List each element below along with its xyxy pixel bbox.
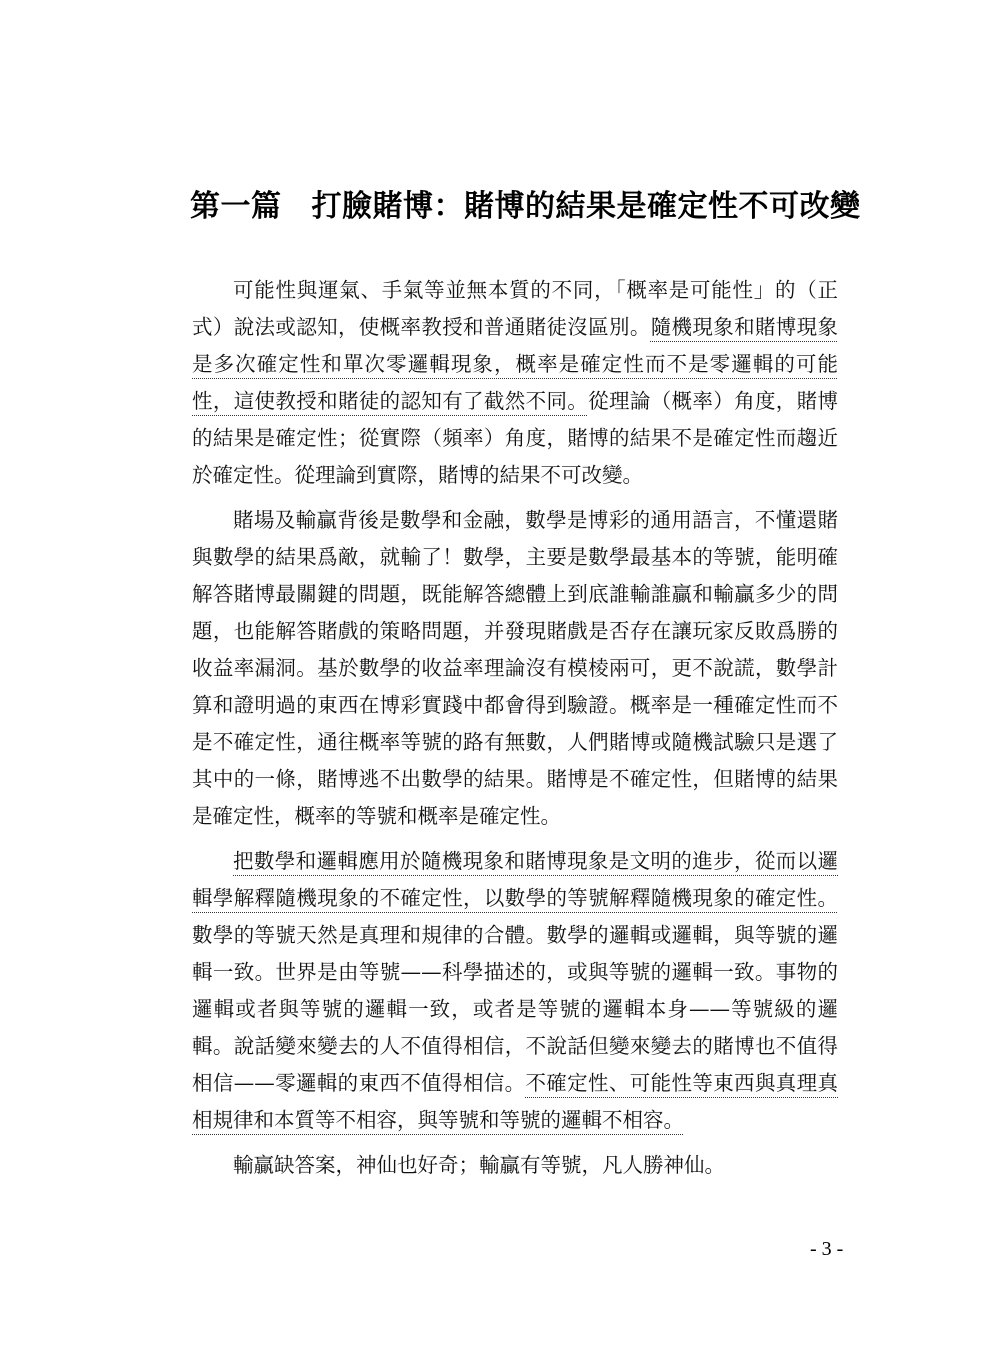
paragraph-1-segment-3: 從理論（概率）角度，賭博的結果是確定性；從實際（頻率）角度，賭博的結果不是確定性而趨近於確定性。從理論到實際，賭博的結果不可改變。 [192,389,839,487]
paragraph-3-highlighted-segment-2: 不確定性、可能性等東西與真理真相規律和本質等不相容，與等號和等號的邏輯不相容。 [192,1071,839,1132]
paragraph-1-highlighted-segment: 隨機現象和賭博現象是多次確定性和單次零邏輯現象，概率是確定性而不是零邏輯的可能性，這使教授和賭徒的認知有了截然不同。 [192,315,839,413]
chapter-title-text: 打臉賭博：賭博的結果是確定性不可改變 [311,189,861,224]
paragraph-4 [192,1147,838,1184]
paragraph-1 [192,272,838,494]
paragraph-3-highlighted-segment-1: 把數學和邏輯應用於隨機現象和賭博現象是文明的進步，從而以邏輯學解釋隨機現象的不確定性，以數學的等號解釋隨機現象的確定性。 [192,849,838,910]
page-number: - 3 - [810,1238,844,1260]
paragraph-3 [192,843,838,1139]
paragraph-2 [192,502,838,835]
chapter-title [190,183,861,231]
paragraph-2-segment-1: 賭場及輸贏背後是數學和金融，數學是博彩的通用語言，不懂還賭與數學的結果爲敵，就輸了！數學，主要是數學最基本的等號，能明確解答賭博最關鍵的問題，既能解答總體上到底誰輸誰贏和輸贏多少的問題，也能解答賭戲的策略問題，并發現賭戲是否存在讓玩家反敗爲勝的收益率漏洞。基於數學的收益率理論沒有模棱兩可，更不說謊，數學計算和證明過的東西在博彩實踐中都會得到驗證。概率是一種確定性而不是不確定性，通往概率等號的路有無數，人們賭博或隨機試驗只是選了其中的一條，賭博逃不出數學的結果。賭博是不確定性，但賭博的結果是確定性，概率的等號和概率是確定性。 [192,508,838,828]
paragraph-4-segment-1: 輸贏缺答案，神仙也好奇；輸贏有等號，凡人勝神仙。 [233,1153,725,1177]
paragraph-1-segment-1: 可能性與運氣、手氣等並無本質的不同，「概率是可能性」的（正式）說法或認知，使概率教授和普通賭徒沒區別。 [192,278,838,339]
body-text [192,272,838,1192]
chapter-part-label: 第一篇 [190,189,282,224]
paragraph-3-segment-2: 數學的等號天然是真理和規律的合體。數學的邏輯或邏輯，與等號的邏輯一致。世界是由等號——科學描述的，或與等號的邏輯一致。事物的邏輯或者與等號的邏輯一致，或者是等號的邏輯本身——等號級的邏輯。說話變來變去的人不值得相信，不說話但變來變去的賭博也不值得相信——零邏輯的東西不值得相信。 [192,923,838,1095]
